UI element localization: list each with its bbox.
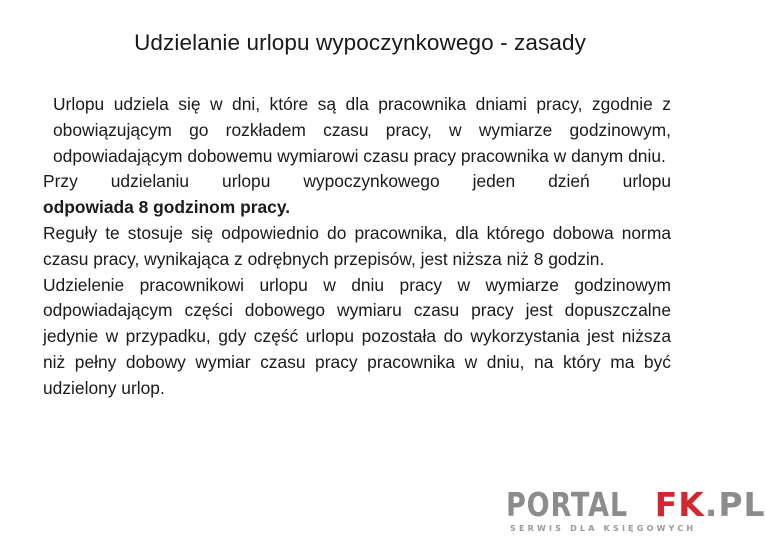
paragraph-day-equivalent-bold [43,195,671,221]
paragraph-day-equivalent-start: Przy udzielaniu urlopu wypoczynkowego jeden dzień urlopu [43,171,671,192]
portalfk-logo [506,485,766,538]
bold-statement: odpowiada 8 godzinom pracy. [43,197,291,218]
logo-tagline: SERWIS DLA KSIĘGOWYCH [510,524,697,533]
logo-portal-text: PORTAL [506,485,628,524]
paragraph-working-days: Urlopu udziela się w dni, które są dla pracownika dniami pracy, zgodnie z obowiązującym go rozkładem czasu pracy, w wymiarze godzinowym, odpowiadającym dobowemu wymiarowi czasu pracy pracownika w danym dniu. [53,94,671,166]
logo-pl-text: .PL [704,485,766,524]
logo-wordmark [506,485,766,524]
paragraph-lower-norm: Reguły te stosuje się odpowiednio do pracownika, dla którego dobowa norma czasu pracy, wynikająca z odrębnych przepisów, jest niższa niż 8 godzin. [43,222,671,269]
slide-title: Udzielanie urlopu wypoczynkowego - zasady [134,30,586,55]
logo-fk-text: FK [654,485,705,524]
slide-body [43,92,671,402]
paragraph-partial-day: Udzielenie pracownikowi urlopu w dniu pracy w wymiarze godzinowym odpowiadającym części dobowego wymiaru czasu pracy jest dopuszczalne jedynie w przypadku, gdy część urlopu pozostała do wykorzystania jest niższa niż pełny dobowy wymiar czasu pracy pracownika w dniu, na który ma być udzielony urlop. [43,274,671,398]
